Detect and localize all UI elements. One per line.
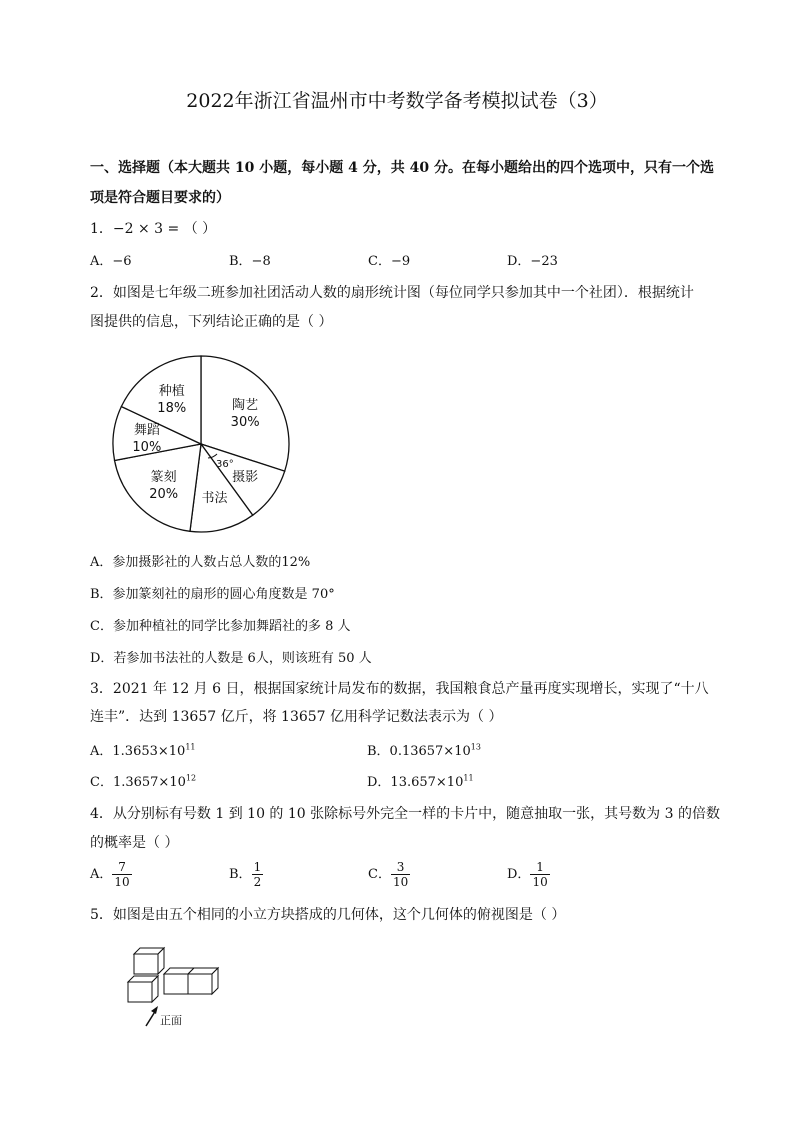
pie-chart xyxy=(110,350,300,540)
q1-option-b: B．−8 xyxy=(229,254,271,269)
q1-option-a: A．−6 xyxy=(90,254,132,269)
pie-percent-4: 10% xyxy=(132,440,162,456)
q4-stem-line2: 的概率是（ ） xyxy=(90,835,179,851)
q1-option-c: C．−9 xyxy=(368,254,411,269)
q2-option-b: B．参加篆刻社的扇形的圆心角度数是 70° xyxy=(90,587,335,602)
q4-option-b: B． $\frac{1}{2}$ xyxy=(229,860,262,889)
section-header-line2: 项是符合题目要求的） xyxy=(90,190,230,206)
q3-option-b: B．$0.13657\times 10^{13}$ xyxy=(367,742,481,759)
q1-stem: 1．−2 × 3 = （ ） xyxy=(90,221,217,237)
q4-option-a: A． $\frac{7}{10}$ xyxy=(90,860,130,889)
q2-option-a: A．参加摄影社的人数占总人数的12% xyxy=(90,555,311,570)
pie-percent-5: 18% xyxy=(157,400,187,416)
q3-option-a: A．$1.3653\times 10^{11}$ xyxy=(90,742,196,759)
q4-option-d: D． $\frac{1}{10}$ xyxy=(507,860,548,889)
q4-stem-line1: 4．从分别标有号数 1 到 10 的 10 张除标号外完全一样的卡片中，随意抽取一张，其号数为 3 的倍数 xyxy=(90,806,720,822)
pie-label-2: 书法 xyxy=(201,490,228,506)
q1-option-d: D．−23 xyxy=(507,254,558,269)
section-header-line1: 一、选择题（本大题共 10 小题，每小题 4 分，共 40 分。在每小题给出的四个选项中，只有一个选 xyxy=(90,160,714,176)
pie-percent-3: 20% xyxy=(149,486,179,502)
pie-label-5: 种植 xyxy=(158,383,185,399)
angle-label: 36° xyxy=(216,459,234,470)
q3-stem-line1: 3．2021 年 12 月 6 日，根据国家统计局发布的数据，我国粮食总产量再度实现增长，实现了“十八 xyxy=(90,681,709,697)
q2-option-d: D．若参加书法社的人数是 6人，则该班有 50 人 xyxy=(90,651,372,666)
front-label: 正面 xyxy=(160,1014,182,1027)
q5-stem: 5．如图是由五个相同的小立方块搭成的几何体，这个几何体的俯视图是（ ） xyxy=(90,907,566,923)
q3-option-d: D．$13.657\times 10^{11}$ xyxy=(367,773,474,790)
cube-top-front xyxy=(134,954,158,974)
q3-stem-line2: 连丰”．达到 13657 亿斤，将 13657 亿用科学记数法表示为（ ） xyxy=(90,709,503,725)
cube-figure xyxy=(120,940,230,1032)
cube-front-front xyxy=(128,982,152,1002)
pie-label-4: 舞蹈 xyxy=(133,423,160,439)
cube-mid-front xyxy=(164,974,188,994)
pie-label-3: 篆刻 xyxy=(150,469,177,485)
q4-option-c: C． $\frac{3}{10}$ xyxy=(368,860,409,889)
cube-right-front xyxy=(188,974,212,994)
q2-stem-line1: 2．如图是七年级二班参加社团活动人数的扇形统计图（每位同学只参加其中一个社团）．根据统计 xyxy=(90,285,694,301)
arrow-head-icon xyxy=(151,1006,158,1014)
pie-label-0: 陶艺 xyxy=(232,397,259,413)
q2-option-c: C．参加种植社的同学比参加舞蹈社的多 8 人 xyxy=(90,619,351,634)
pie-label-1: 摄影 xyxy=(232,470,259,486)
pie-percent-0: 30% xyxy=(230,414,260,430)
q3-option-c: C．$1.3657\times 10^{12}$ xyxy=(90,773,197,790)
q2-stem-line2: 图提供的信息，下列结论正确的是（ ） xyxy=(90,314,333,330)
page-title: 2022年浙江省温州市中考数学备考模拟试卷（3） xyxy=(186,90,608,112)
